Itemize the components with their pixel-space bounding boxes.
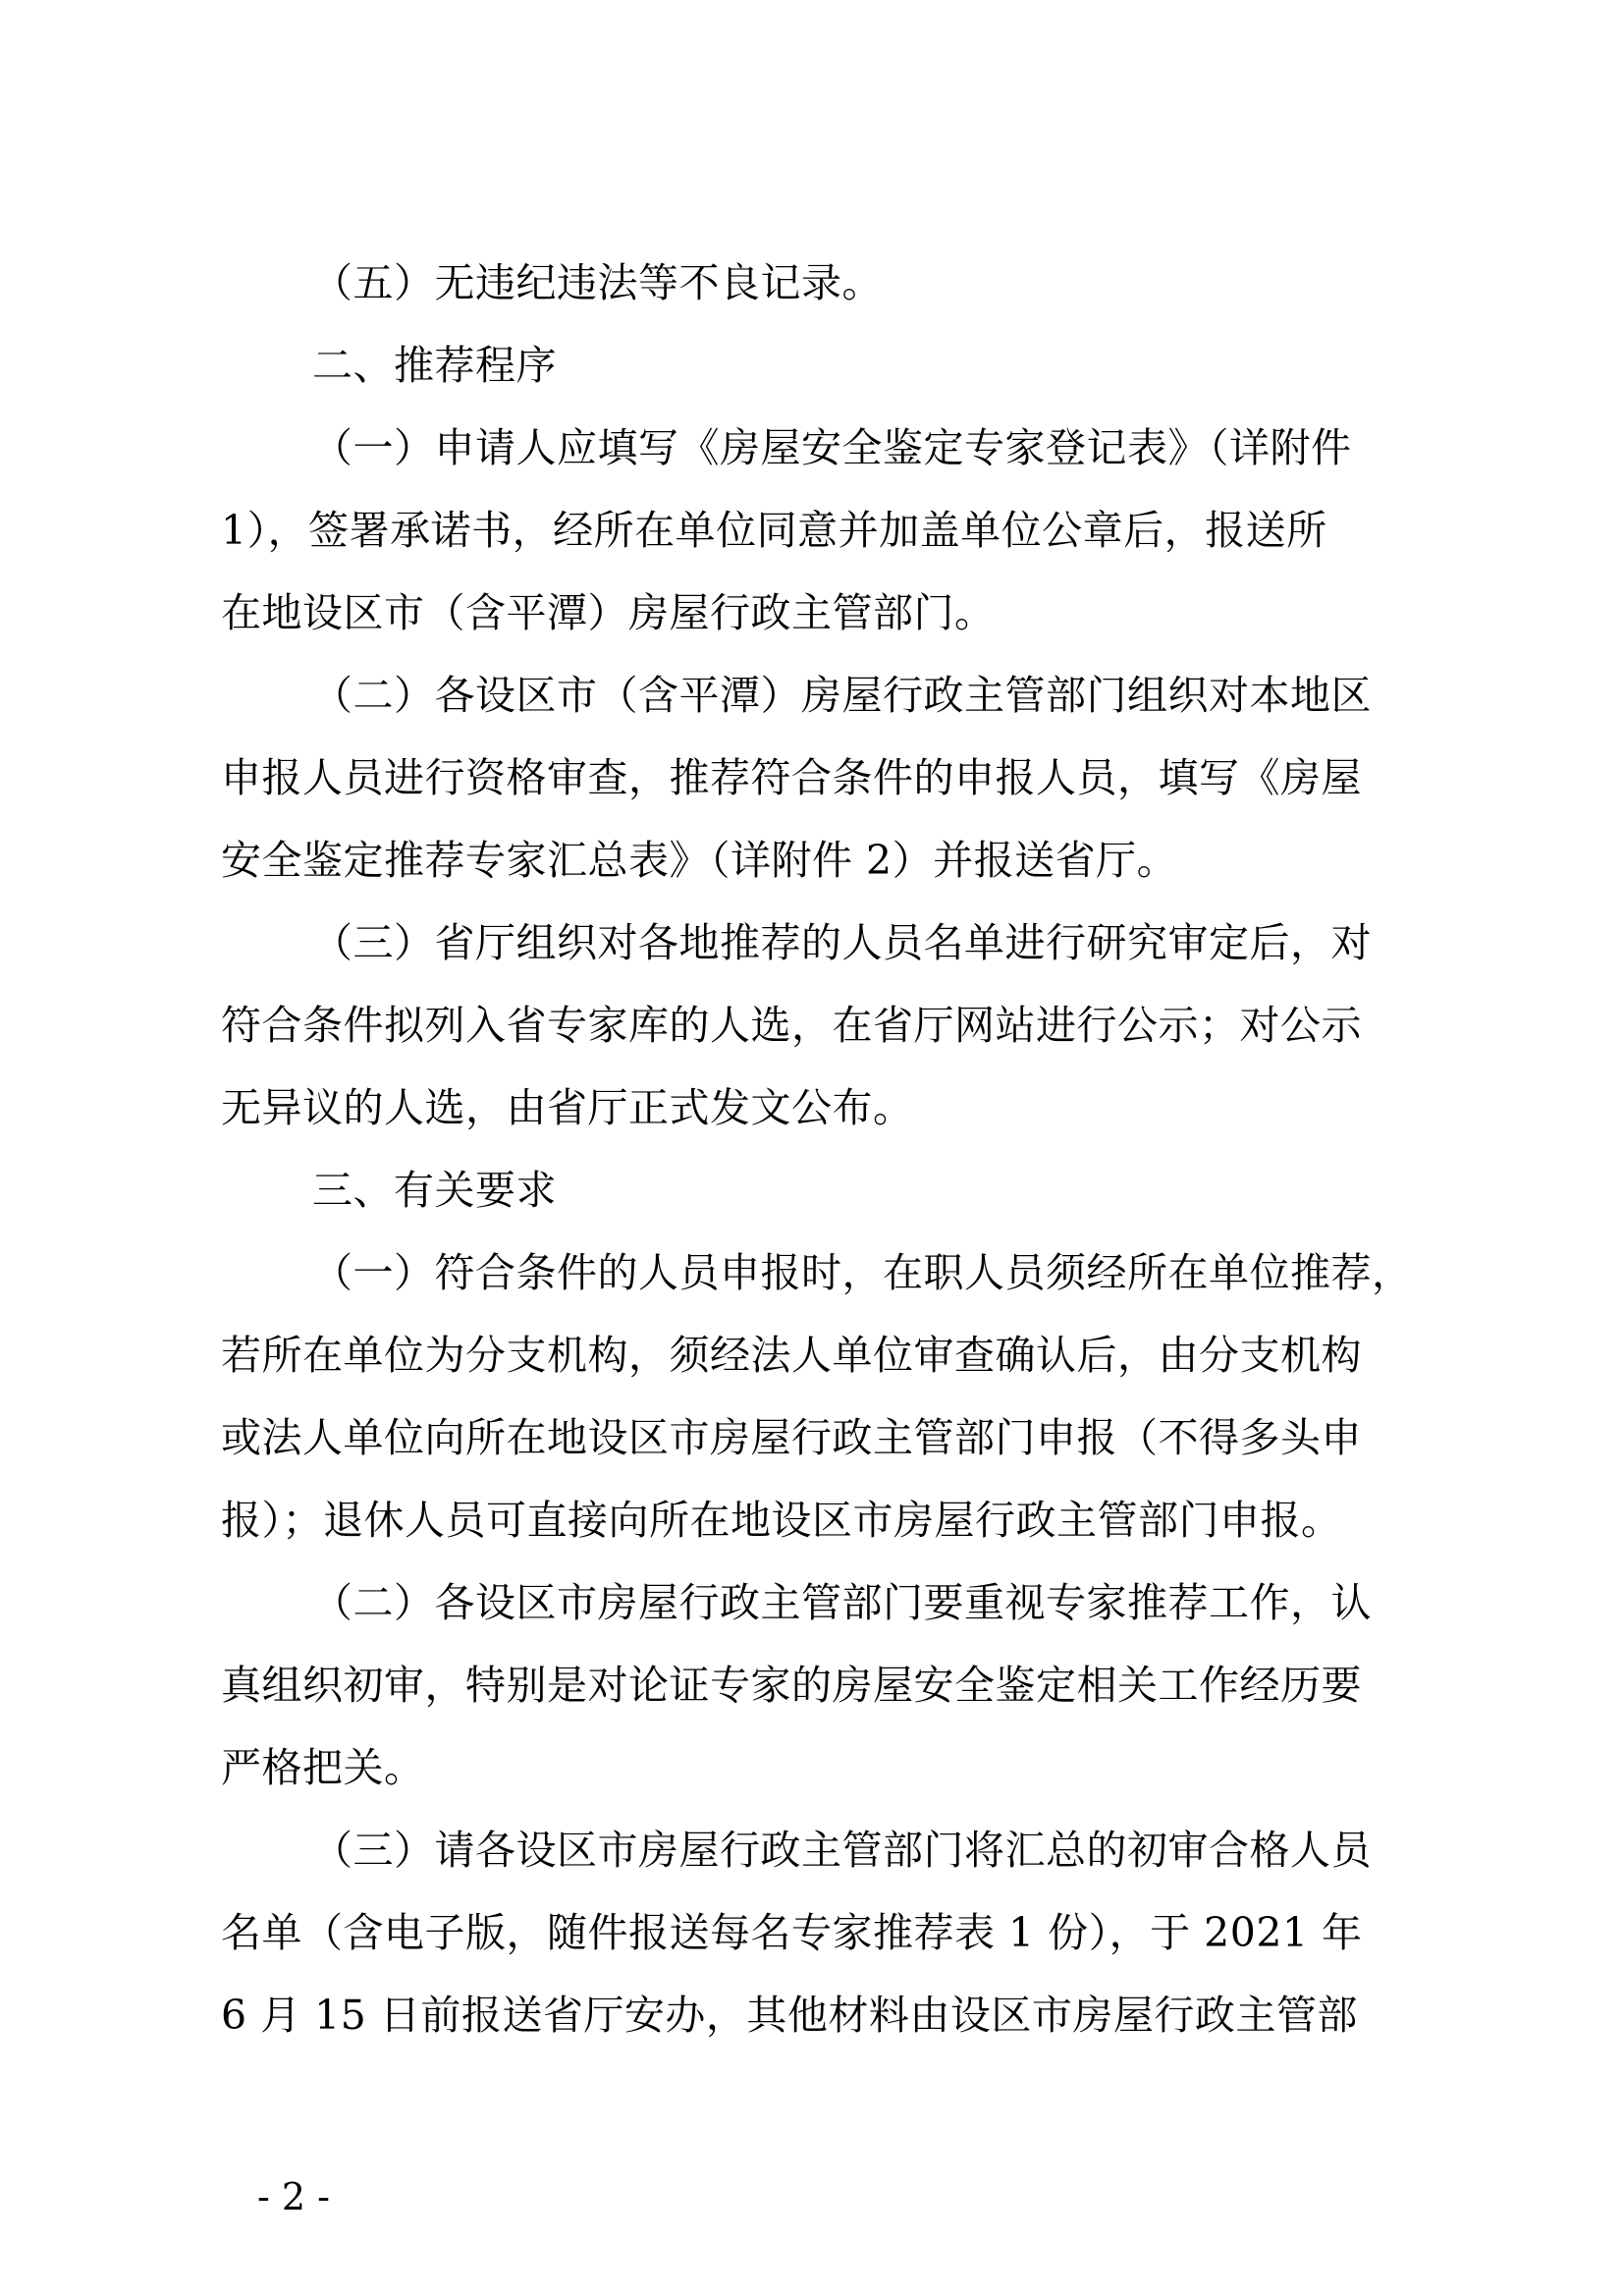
- section-two-heading: 二、推荐程序: [312, 342, 557, 389]
- section-three-heading: 三、有关要求: [312, 1167, 557, 1214]
- requirement-item-two-line-3: 严格把关。: [221, 1744, 425, 1791]
- requirement-item-three-line-2: 名单（含电子版，随件报送每名专家推荐表 1 份），于 2021 年: [221, 1909, 1363, 1956]
- procedure-item-two-line-1: （二）各设区市（含平潭）房屋行政主管部门组织对本地区: [312, 672, 1372, 719]
- procedure-item-two-line-3: 安全鉴定推荐专家汇总表》（详附件 2）并报送省厅。: [221, 837, 1178, 884]
- requirement-item-one-line-1: （一）符合条件的人员申报时，在职人员须经所在单位推荐，: [312, 1249, 1413, 1296]
- procedure-item-three-line-1: （三）省厅组织对各地推荐的人员名单进行研究审定后，对: [312, 919, 1372, 966]
- item-five-no-violation-record: （五）无违纪违法等不良记录。: [312, 259, 883, 306]
- requirement-item-three-line-3: 6 月 15 日前报送省厅安办，其他材料由设区市房屋行政主管部: [221, 1992, 1358, 2039]
- procedure-item-one-line-1: （一）申请人应填写《房屋安全鉴定专家登记表》（详附件: [312, 424, 1352, 471]
- requirement-item-two-line-1: （二）各设区市房屋行政主管部门要重视专家推荐工作，认: [312, 1579, 1372, 1626]
- requirement-item-two-line-2: 真组织初审，特别是对论证专家的房屋安全鉴定相关工作经历要: [221, 1662, 1362, 1709]
- procedure-item-one-line-2: 1），签署承诺书，经所在单位同意并加盖单位公章后，报送所: [221, 507, 1327, 554]
- requirement-item-one-line-4: 报）；退休人员可直接向所在地设区市房屋行政主管部门申报。: [221, 1497, 1342, 1544]
- requirement-item-one-line-2: 若所在单位为分支机构，须经法人单位审查确认后，由分支机构: [221, 1332, 1362, 1379]
- procedure-item-three-line-3: 无异议的人选，由省厅正式发文公布。: [221, 1084, 914, 1131]
- requirement-item-three-line-1: （三）请各设区市房屋行政主管部门将汇总的初审合格人员: [312, 1827, 1372, 1874]
- requirement-item-one-line-3: 或法人单位向所在地设区市房屋行政主管部门申报（不得多头申: [221, 1414, 1362, 1461]
- procedure-item-two-line-2: 申报人员进行资格审查，推荐符合条件的申报人员，填写《房屋: [221, 754, 1362, 801]
- procedure-item-one-line-3: 在地设区市（含平潭）房屋行政主管部门。: [221, 589, 996, 636]
- procedure-item-three-line-2: 符合条件拟列入省专家库的人选，在省厅网站进行公示；对公示: [221, 1002, 1362, 1049]
- page-number: - 2 -: [257, 2175, 331, 2218]
